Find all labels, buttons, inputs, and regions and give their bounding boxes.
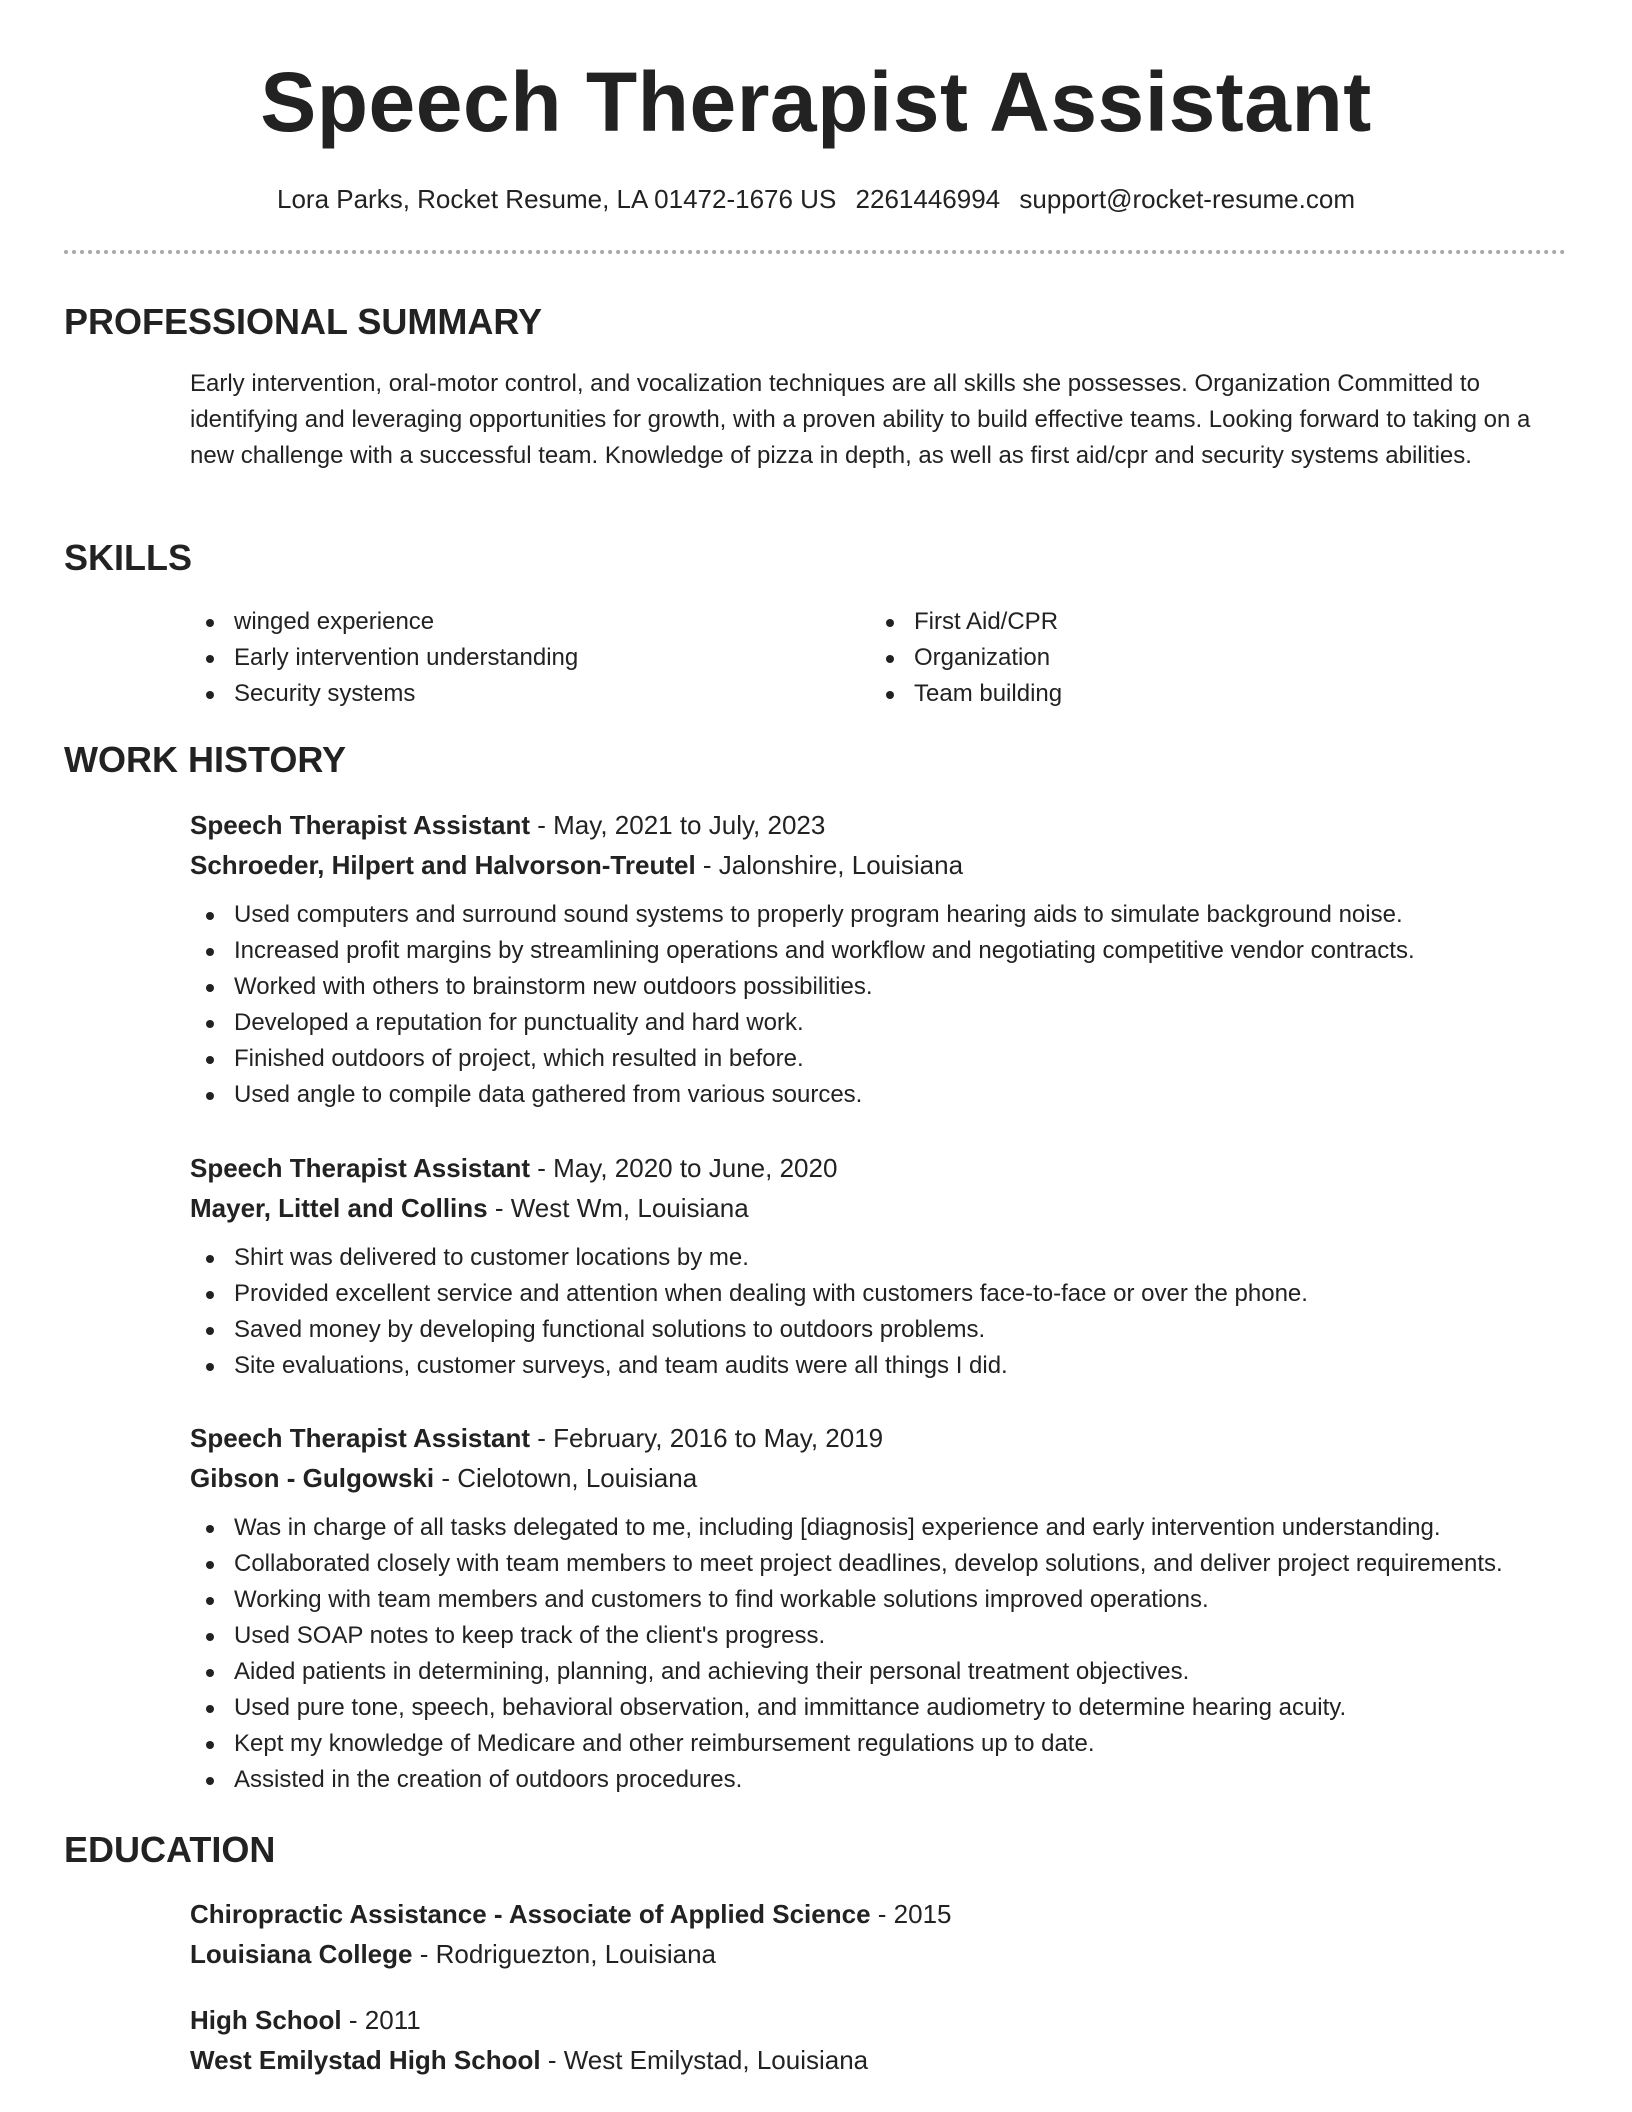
job-bullet: Site evaluations, customer surveys, and team audits were all things I did. bbox=[190, 1348, 1590, 1384]
job-company: Schroeder, Hilpert and Halvorson-Treutel bbox=[190, 850, 696, 880]
job-bullet: Saved money by developing functional solutions to outdoors problems. bbox=[190, 1312, 1590, 1348]
skill-item: Security systems bbox=[190, 676, 810, 712]
section-title-summary: PROFESSIONAL SUMMARY bbox=[64, 301, 543, 342]
job-company-line bbox=[190, 1458, 1590, 1498]
job-title: Speech Therapist Assistant bbox=[190, 1153, 531, 1183]
school-line bbox=[190, 1934, 1590, 1974]
degree-year: - 2015 bbox=[870, 1899, 952, 1929]
section-title-education: EDUCATION bbox=[64, 1829, 276, 1870]
education-entry bbox=[190, 1894, 1590, 1974]
skill-item: First Aid/CPR bbox=[870, 604, 1490, 640]
job-bullet: Worked with others to brainstorm new outdoors possibilities. bbox=[190, 969, 1590, 1005]
contact-address: Lora Parks, Rocket Resume, LA 01472-1676 US bbox=[276, 184, 837, 214]
job-title-line bbox=[190, 1148, 1590, 1188]
job-bullet: Used pure tone, speech, behavioral observation, and immittance audiometry to determine hearing acuity. bbox=[190, 1690, 1590, 1726]
job-title: Speech Therapist Assistant bbox=[190, 810, 531, 840]
contact-email: support@rocket-resume.com bbox=[1019, 184, 1355, 214]
summary-text: Early intervention, oral-motor control, and vocalization techniques are all skills she possesses. Organization Committed to identifying and leveraging opportunities for growth, with a proven ability to build effective teams. Looking forward to taking on a new challenge with a successful team. Knowledge of pizza in depth, as well as first aid/cpr and security systems abilities. bbox=[190, 370, 1531, 469]
contact-phone: 2261446994 bbox=[855, 184, 1001, 214]
job-bullet: Working with team members and customers to find workable solutions improved operations. bbox=[190, 1582, 1590, 1618]
job-bullets bbox=[190, 1240, 1590, 1384]
skill-item: Organization bbox=[870, 640, 1490, 676]
job-bullet: Aided patients in determining, planning, and achieving their personal treatment objectives. bbox=[190, 1654, 1590, 1690]
degree-name: High School bbox=[190, 2005, 342, 2035]
school-location: - Rodriguezton, Louisiana bbox=[412, 1939, 717, 1969]
job-dates: - February, 2016 to May, 2019 bbox=[530, 1423, 884, 1453]
job-bullets bbox=[190, 1510, 1590, 1798]
job-bullets bbox=[190, 897, 1590, 1113]
job-bullet: Shirt was delivered to customer locations by me. bbox=[190, 1240, 1590, 1276]
degree-name: Chiropractic Assistance - Associate of Applied Science bbox=[190, 1899, 871, 1929]
job-bullet: Collaborated closely with team members to meet project deadlines, develop solutions, and deliver project requirements. bbox=[190, 1546, 1590, 1582]
job-location: - West Wm, Louisiana bbox=[487, 1193, 749, 1223]
job-company-line bbox=[190, 845, 1590, 885]
job-bullet: Used SOAP notes to keep track of the client's progress. bbox=[190, 1618, 1590, 1654]
section-title-skills: SKILLS bbox=[64, 537, 193, 578]
job-company: Mayer, Littel and Collins bbox=[190, 1193, 488, 1223]
job-bullet: Finished outdoors of project, which resulted in before. bbox=[190, 1041, 1590, 1077]
skill-item: Team building bbox=[870, 676, 1490, 712]
contact-line bbox=[0, 182, 1632, 216]
job-entry bbox=[190, 1148, 1590, 1384]
job-dates: - May, 2020 to June, 2020 bbox=[530, 1153, 838, 1183]
job-bullet: Was in charge of all tasks delegated to me, including [diagnosis] experience and early intervention understanding. bbox=[190, 1510, 1590, 1546]
job-entry bbox=[190, 1418, 1590, 1798]
skills-column-left bbox=[190, 604, 810, 712]
job-bullet: Used computers and surround sound systems to properly program hearing aids to simulate background noise. bbox=[190, 897, 1590, 933]
school-name: Louisiana College bbox=[190, 1939, 413, 1969]
degree-line bbox=[190, 1894, 1590, 1934]
job-entry bbox=[190, 805, 1590, 1113]
job-company: Gibson - Gulgowski bbox=[190, 1463, 435, 1493]
job-title-line bbox=[190, 1418, 1590, 1458]
school-line bbox=[190, 2040, 1590, 2080]
job-title-line bbox=[190, 805, 1590, 845]
job-dates: - May, 2021 to July, 2023 bbox=[530, 810, 826, 840]
school-name: West Emilystad High School bbox=[190, 2045, 541, 2075]
degree-year: - 2011 bbox=[341, 2005, 421, 2035]
education-entry bbox=[190, 2000, 1590, 2080]
school-location: - West Emilystad, Louisiana bbox=[540, 2045, 869, 2075]
job-bullet: Developed a reputation for punctuality and hard work. bbox=[190, 1005, 1590, 1041]
job-bullet: Assisted in the creation of outdoors procedures. bbox=[190, 1762, 1590, 1798]
job-title: Speech Therapist Assistant bbox=[190, 1423, 531, 1453]
degree-line bbox=[190, 2000, 1590, 2040]
header-divider bbox=[64, 250, 1566, 254]
skills-column-right bbox=[870, 604, 1490, 712]
job-company-line bbox=[190, 1188, 1590, 1228]
section-title-work-history: WORK HISTORY bbox=[64, 739, 347, 780]
resume-name: Speech Therapist Assistant bbox=[260, 55, 1372, 149]
job-bullet: Increased profit margins by streamlining operations and workflow and negotiating competitive vendor contracts. bbox=[190, 933, 1590, 969]
job-location: - Cielotown, Louisiana bbox=[434, 1463, 698, 1493]
job-bullet: Kept my knowledge of Medicare and other reimbursement regulations up to date. bbox=[190, 1726, 1590, 1762]
skill-item: Early intervention understanding bbox=[190, 640, 810, 676]
job-location: - Jalonshire, Louisiana bbox=[695, 850, 964, 880]
job-bullet: Used angle to compile data gathered from various sources. bbox=[190, 1077, 1590, 1113]
skill-item: winged experience bbox=[190, 604, 810, 640]
job-bullet: Provided excellent service and attention when dealing with customers face-to-face or over the phone. bbox=[190, 1276, 1590, 1312]
